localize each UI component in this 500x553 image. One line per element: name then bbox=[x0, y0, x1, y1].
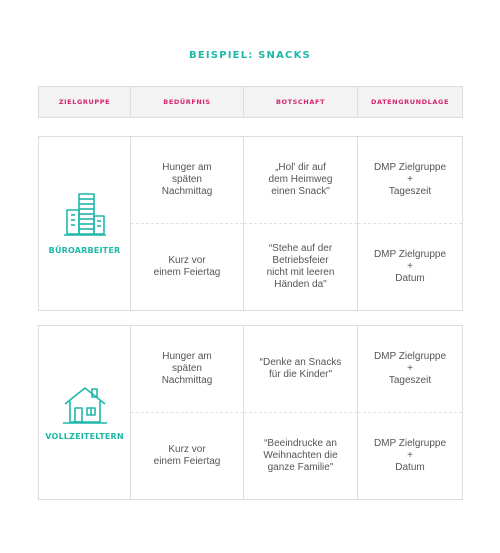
group-vollzeiteltern bbox=[38, 325, 463, 500]
need-cell: Kurz vor einem Feiertag bbox=[131, 224, 244, 311]
column-header-botschaft: BOTSCHAFT bbox=[244, 87, 358, 118]
table-header bbox=[38, 86, 463, 118]
group-name: BÜROARBEITER bbox=[48, 246, 121, 255]
need-cell: Hunger am späten Nachmittag bbox=[131, 326, 244, 413]
page-title: BEISPIEL: SNACKS bbox=[189, 50, 311, 61]
message-cell: “Denke an Snacks für die Kinder" bbox=[244, 326, 358, 413]
group-label-cell bbox=[39, 326, 131, 500]
column-header-zielgruppe: ZIELGRUPPE bbox=[39, 87, 131, 118]
group-name: VOLLZEITELTERN bbox=[45, 432, 124, 441]
data-basis-cell: DMP Zielgruppe + Datum bbox=[358, 413, 463, 500]
group-bueroarbeiter bbox=[38, 136, 463, 311]
data-basis-cell: DMP Zielgruppe + Datum bbox=[358, 224, 463, 311]
data-basis-cell: DMP Zielgruppe + Tageszeit bbox=[358, 137, 463, 224]
group-label-cell bbox=[39, 137, 131, 311]
message-cell: “Beeindrucke an Weihnachten die ganze Familie" bbox=[244, 413, 358, 500]
message-cell: „Hol' dir auf dem Heimweg einen Snack" bbox=[244, 137, 358, 224]
office-buildings-icon bbox=[62, 192, 108, 240]
column-header-datengrundlage: DATENGRUNDLAGE bbox=[358, 87, 463, 118]
column-header-beduerfnis: BEDÜRFNIS bbox=[131, 87, 244, 118]
house-icon bbox=[61, 384, 109, 426]
message-cell: “Stehe auf der Betriebsfeier nicht mit leeren Händen da" bbox=[244, 224, 358, 311]
data-basis-cell: DMP Zielgruppe + Tageszeit bbox=[358, 326, 463, 413]
need-cell: Hunger am späten Nachmittag bbox=[131, 137, 244, 224]
need-cell: Kurz vor einem Feiertag bbox=[131, 413, 244, 500]
